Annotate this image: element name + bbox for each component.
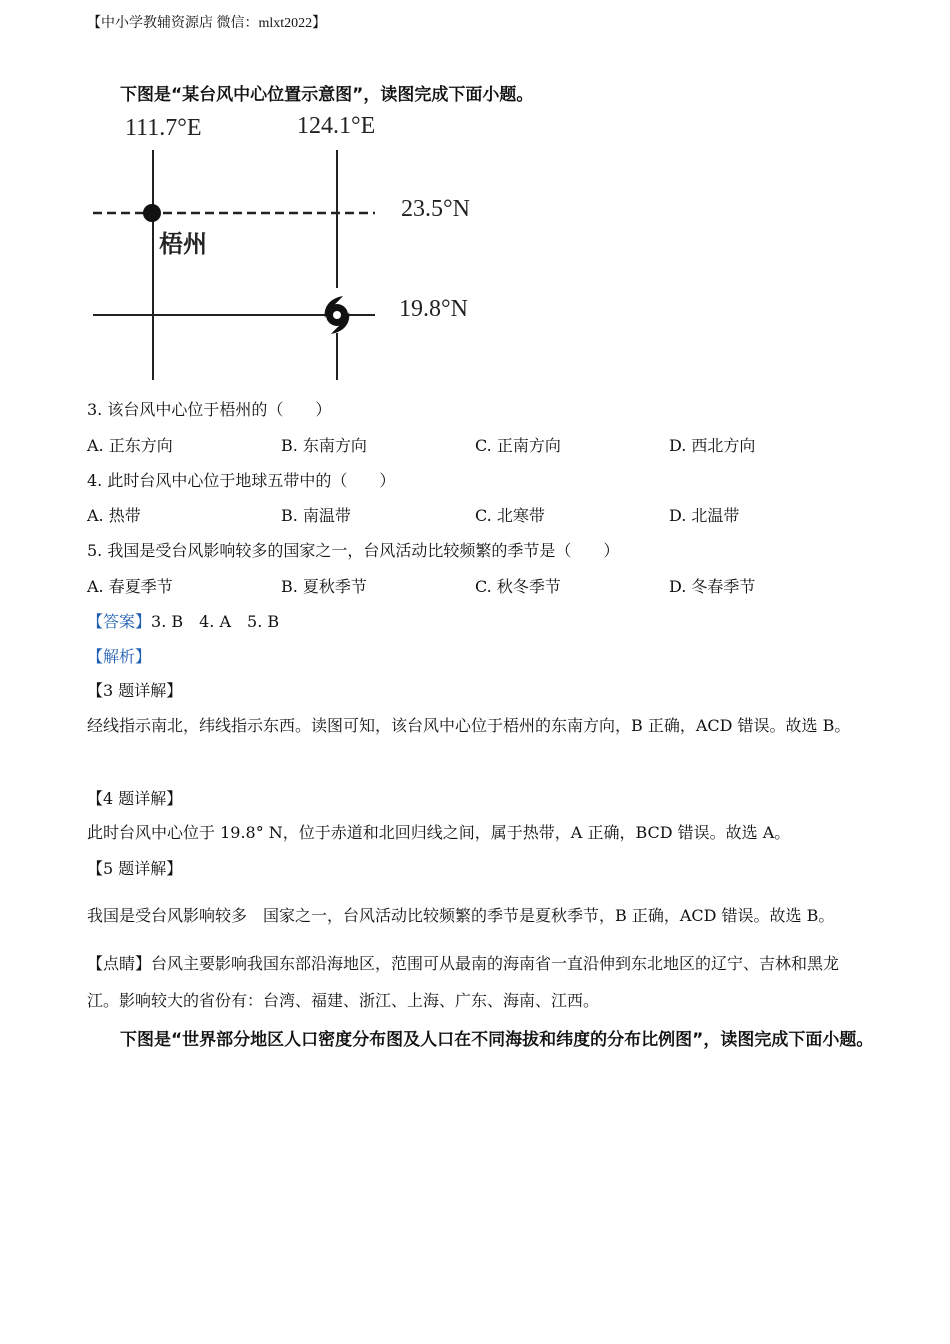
q4-option-a: A. 热带 [87, 506, 141, 525]
q3-option-d: D. 西北方向 [669, 436, 756, 455]
q5-option-b: B. 夏秋季节 [281, 577, 367, 596]
lat-bottom-label: 19.8°N [399, 296, 468, 322]
detail-4-text: 此时台风中心位于 19.8° N，位于赤道和北回归线之间，属于热带，A 正确，BCD 错误。故选 A。 [87, 823, 791, 842]
lat-top-label: 23.5°N [401, 196, 470, 222]
question-4-stem: 4. 此时台风中心位于地球五带中的（ ） [87, 471, 396, 490]
detail-3-text: 经线指示南北，纬线指示东西。读图可知，该台风中心位于梧州的东南方向，B 正确，ACD 错误。故选 B。 [87, 716, 851, 735]
q4-option-d: D. 北温带 [669, 506, 740, 525]
detail-3-label: 【3 题详解】 [87, 681, 183, 700]
q4-option-c: C. 北寒带 [475, 506, 545, 525]
typhoon-location-map [85, 108, 485, 386]
lon-right-label: 124.1°E [297, 113, 376, 139]
analysis-label: 【解析】 [87, 647, 152, 666]
tip-text: 台风主要影响我国东部沿海地区，范围可从最南的海南省一直沿伸到东北地区的辽宁、吉林和黑龙江。影响较大的省份有：台湾、福建、浙江、上海、广东、海南、江西。 [87, 954, 840, 1010]
detail-4-label: 【4 题详解】 [87, 789, 183, 808]
q3-option-b: B. 东南方向 [281, 436, 367, 455]
q4-option-b: B. 南温带 [281, 506, 351, 525]
detail-5-label: 【5 题详解】 [87, 859, 183, 878]
typhoon-icon [325, 296, 350, 334]
answer-label: 【答案】 [87, 612, 152, 631]
tip-label: 【点睛】 [87, 954, 152, 973]
question-3-stem: 3. 该台风中心位于梧州的（ ） [87, 400, 332, 419]
q3-option-a: A. 正东方向 [87, 436, 173, 455]
q5-option-a: A. 春夏季节 [87, 577, 173, 596]
wuzhou-label: 梧州 [159, 229, 207, 258]
lon-left-label: 111.7°E [125, 115, 202, 141]
question-5-stem: 5. 我国是受台风影响较多的国家之一，台风活动比较频繁的季节是（ ） [87, 541, 620, 560]
tip-paragraph [87, 945, 862, 1019]
intro-text-2: 下图是“世界部分地区人口密度分布图及人口在不同海拔和纬度的分布比例图”，读图完成下面小题。 [120, 1030, 874, 1050]
answer-line [87, 612, 279, 632]
q3-option-c: C. 正南方向 [475, 436, 561, 455]
detail-5-text: 我国是受台风影响较多 国家之一，台风活动比较频繁的季节是夏秋季节，B 正确，ACD 错误。故选 B。 [87, 906, 835, 925]
q5-option-d: D. 冬春季节 [669, 577, 756, 596]
intro-text: 下图是“某台风中心位置示意图”，读图完成下面小题。 [120, 85, 534, 105]
wuzhou-point [143, 204, 161, 222]
answer-text: 3. B 4. A 5. B [151, 612, 280, 631]
q5-option-c: C. 秋冬季节 [475, 577, 561, 596]
header-watermark: 【中小学教辅资源店 微信：mlxt2022】 [87, 16, 327, 31]
